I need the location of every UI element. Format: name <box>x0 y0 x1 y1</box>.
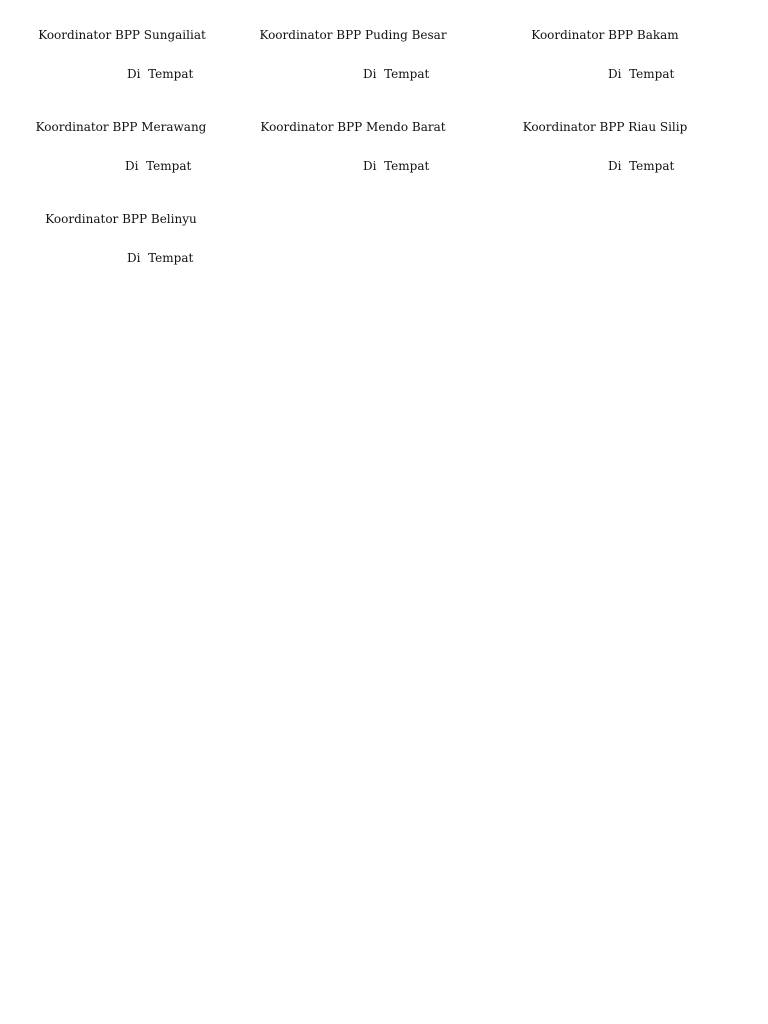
addressee-title-merawang: Koordinator BPP Merawang <box>35 120 207 134</box>
addressee-place-sungailiat: Di Tempat <box>127 67 194 81</box>
addressee-title-belinyu: Koordinator BPP Belinyu <box>45 212 197 226</box>
addressee-place-bakam: Di Tempat <box>608 67 675 81</box>
addressee-title-sungailiat: Koordinator BPP Sungailiat <box>38 28 206 42</box>
addressee-place-mendo-barat: Di Tempat <box>363 159 430 173</box>
addressee-place-riau-silip: Di Tempat <box>608 159 675 173</box>
addressee-title-bakam: Koordinator BPP Bakam <box>531 28 679 42</box>
addressee-title-riau-silip: Koordinator BPP Riau Silip <box>522 120 688 134</box>
addressee-place-belinyu: Di Tempat <box>127 251 194 265</box>
addressee-title-mendo-barat: Koordinator BPP Mendo Barat <box>260 120 446 134</box>
addressee-place-puding-besar: Di Tempat <box>363 67 430 81</box>
addressee-title-puding-besar: Koordinator BPP Puding Besar <box>259 28 447 42</box>
addressee-place-merawang: Di Tempat <box>125 159 192 173</box>
